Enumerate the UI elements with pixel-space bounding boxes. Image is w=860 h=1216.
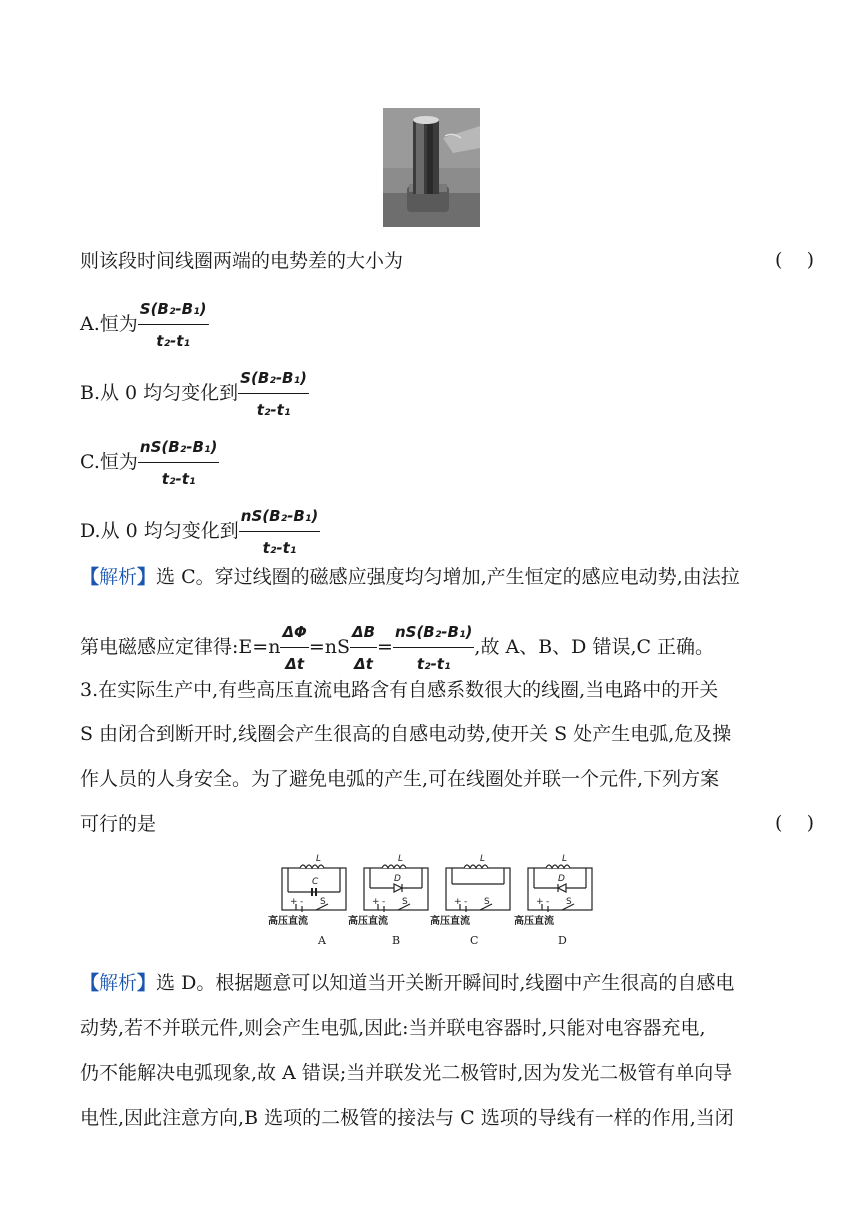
svg-text:S: S xyxy=(484,897,490,907)
option-b-prefix: B.从 0 均匀变化到 xyxy=(80,382,239,404)
svg-text:S: S xyxy=(402,897,408,907)
option-b-fraction: $\frac{\text{S(B₂-B₁)}}{\text{t₂-t₁}}$ xyxy=(238,366,309,422)
q3-line-4: 可行的是 xyxy=(80,813,157,835)
option-d-fraction: $\frac{\text{nS(B₂-B₁)}}{\text{t₂-t₁}}$ xyxy=(239,504,320,560)
element-label: C xyxy=(312,877,319,887)
analysis-label: 解析 xyxy=(99,566,138,588)
circuit-diagrams xyxy=(268,852,598,948)
svg-text:-: - xyxy=(300,897,304,907)
svg-text:D: D xyxy=(394,874,401,884)
svg-text:-: - xyxy=(546,897,550,907)
option-a-prefix: A.恒为 xyxy=(80,313,138,335)
svg-text:C: C xyxy=(470,934,479,947)
svg-text:-: - xyxy=(464,897,468,907)
q3-line-1: 3.在实际生产中,有些高压直流电路含有自感系数很大的线圈,当电路中的开关 xyxy=(80,679,719,701)
option-c-prefix: C.恒为 xyxy=(80,451,138,473)
source-label: 高压直流 xyxy=(268,916,308,927)
option-d[interactable] xyxy=(80,504,320,560)
analysis-2-line-2: 动势,若不并联元件,则会产生电弧,因此:当并联电容器时,只能对电容器充电, xyxy=(80,1017,706,1039)
question-stem-tail: 则该段时间线圈两端的电势差的大小为 xyxy=(80,250,404,272)
answer-bracket-q3: ( ) xyxy=(775,812,814,834)
formula-db-dt: $\frac{\Delta B}{\Delta t}$ xyxy=(350,620,377,676)
switch-label: S xyxy=(320,897,326,907)
option-d-prefix: D.从 0 均匀变化到 xyxy=(80,520,239,542)
option-c[interactable] xyxy=(80,435,219,491)
option-a-fraction: $\frac{\text{S(B₂-B₁)}}{\text{t₂-t₁}}$ xyxy=(138,297,209,353)
q3-line-3: 作人员的人身安全。为了避免电弧的产生,可在线圈处并联一个元件,下列方案 xyxy=(80,768,720,790)
coil-photo xyxy=(383,108,480,227)
analysis-2-line-3: 仍不能解决电弧现象,故 A 错误;当并联发光二极管时,因为发光二极管有单向导 xyxy=(80,1062,733,1084)
svg-text:L: L xyxy=(562,854,568,864)
analysis-1-line-2: 第电磁感应定律得:E=n $\frac{\Delta\Phi}{\Delta t}$ =nS $\frac{\Delta B}{\Delta t}$ = $\frac{\text{nS(B₂-B₁)}}{\text{t₂-t₁}}$ ,故 A、B、D 错误,C 正确。 xyxy=(80,620,714,676)
svg-text:D: D xyxy=(558,934,567,947)
svg-text:+: + xyxy=(454,897,462,907)
analysis-2-line-4: 电性,因此注意方向,B 选项的二极管的接法与 C 选项的导线有一样的作用,当闭 xyxy=(80,1107,734,1129)
option-a[interactable] xyxy=(80,297,209,353)
svg-text:+: + xyxy=(536,897,544,907)
svg-text:高压直流: 高压直流 xyxy=(514,916,554,927)
svg-text:-: - xyxy=(382,897,386,907)
formula-dphi-dt: $\frac{\Delta\Phi}{\Delta t}$ xyxy=(280,620,308,676)
analysis-label-2: 解析 xyxy=(99,972,138,994)
q3-line-2: S 由闭合到断开时,线圈会产生很高的自感电动势,使开关 S 处产生电弧,危及操 xyxy=(80,723,732,745)
formula-result: $\frac{\text{nS(B₂-B₁)}}{\text{t₂-t₁}}$ xyxy=(393,620,474,676)
circuit-letter: A xyxy=(318,934,326,947)
analysis-2-line-1: 【解析】选 D。根据题意可以知道当开关断开瞬间时,线圈中产生很高的自感电 xyxy=(80,972,735,994)
svg-text:L: L xyxy=(480,854,486,864)
svg-text:高压直流: 高压直流 xyxy=(430,916,470,927)
svg-text:L: L xyxy=(398,854,404,864)
svg-text:+: + xyxy=(372,897,380,907)
answer-bracket: ( ) xyxy=(775,249,814,271)
analysis-1-line-1: 【解析】选 C。穿过线圈的磁感应强度均匀增加,产生恒定的感应电动势,由法拉 xyxy=(80,566,740,588)
svg-text:D: D xyxy=(558,874,565,884)
coil-label: L xyxy=(316,854,322,864)
svg-text:+: + xyxy=(290,897,298,907)
option-b[interactable] xyxy=(80,366,309,422)
svg-text:B: B xyxy=(392,934,401,947)
svg-text:高压直流: 高压直流 xyxy=(348,916,388,927)
option-c-fraction: $\frac{\text{nS(B₂-B₁)}}{\text{t₂-t₁}}$ xyxy=(138,435,219,491)
svg-text:S: S xyxy=(566,897,572,907)
